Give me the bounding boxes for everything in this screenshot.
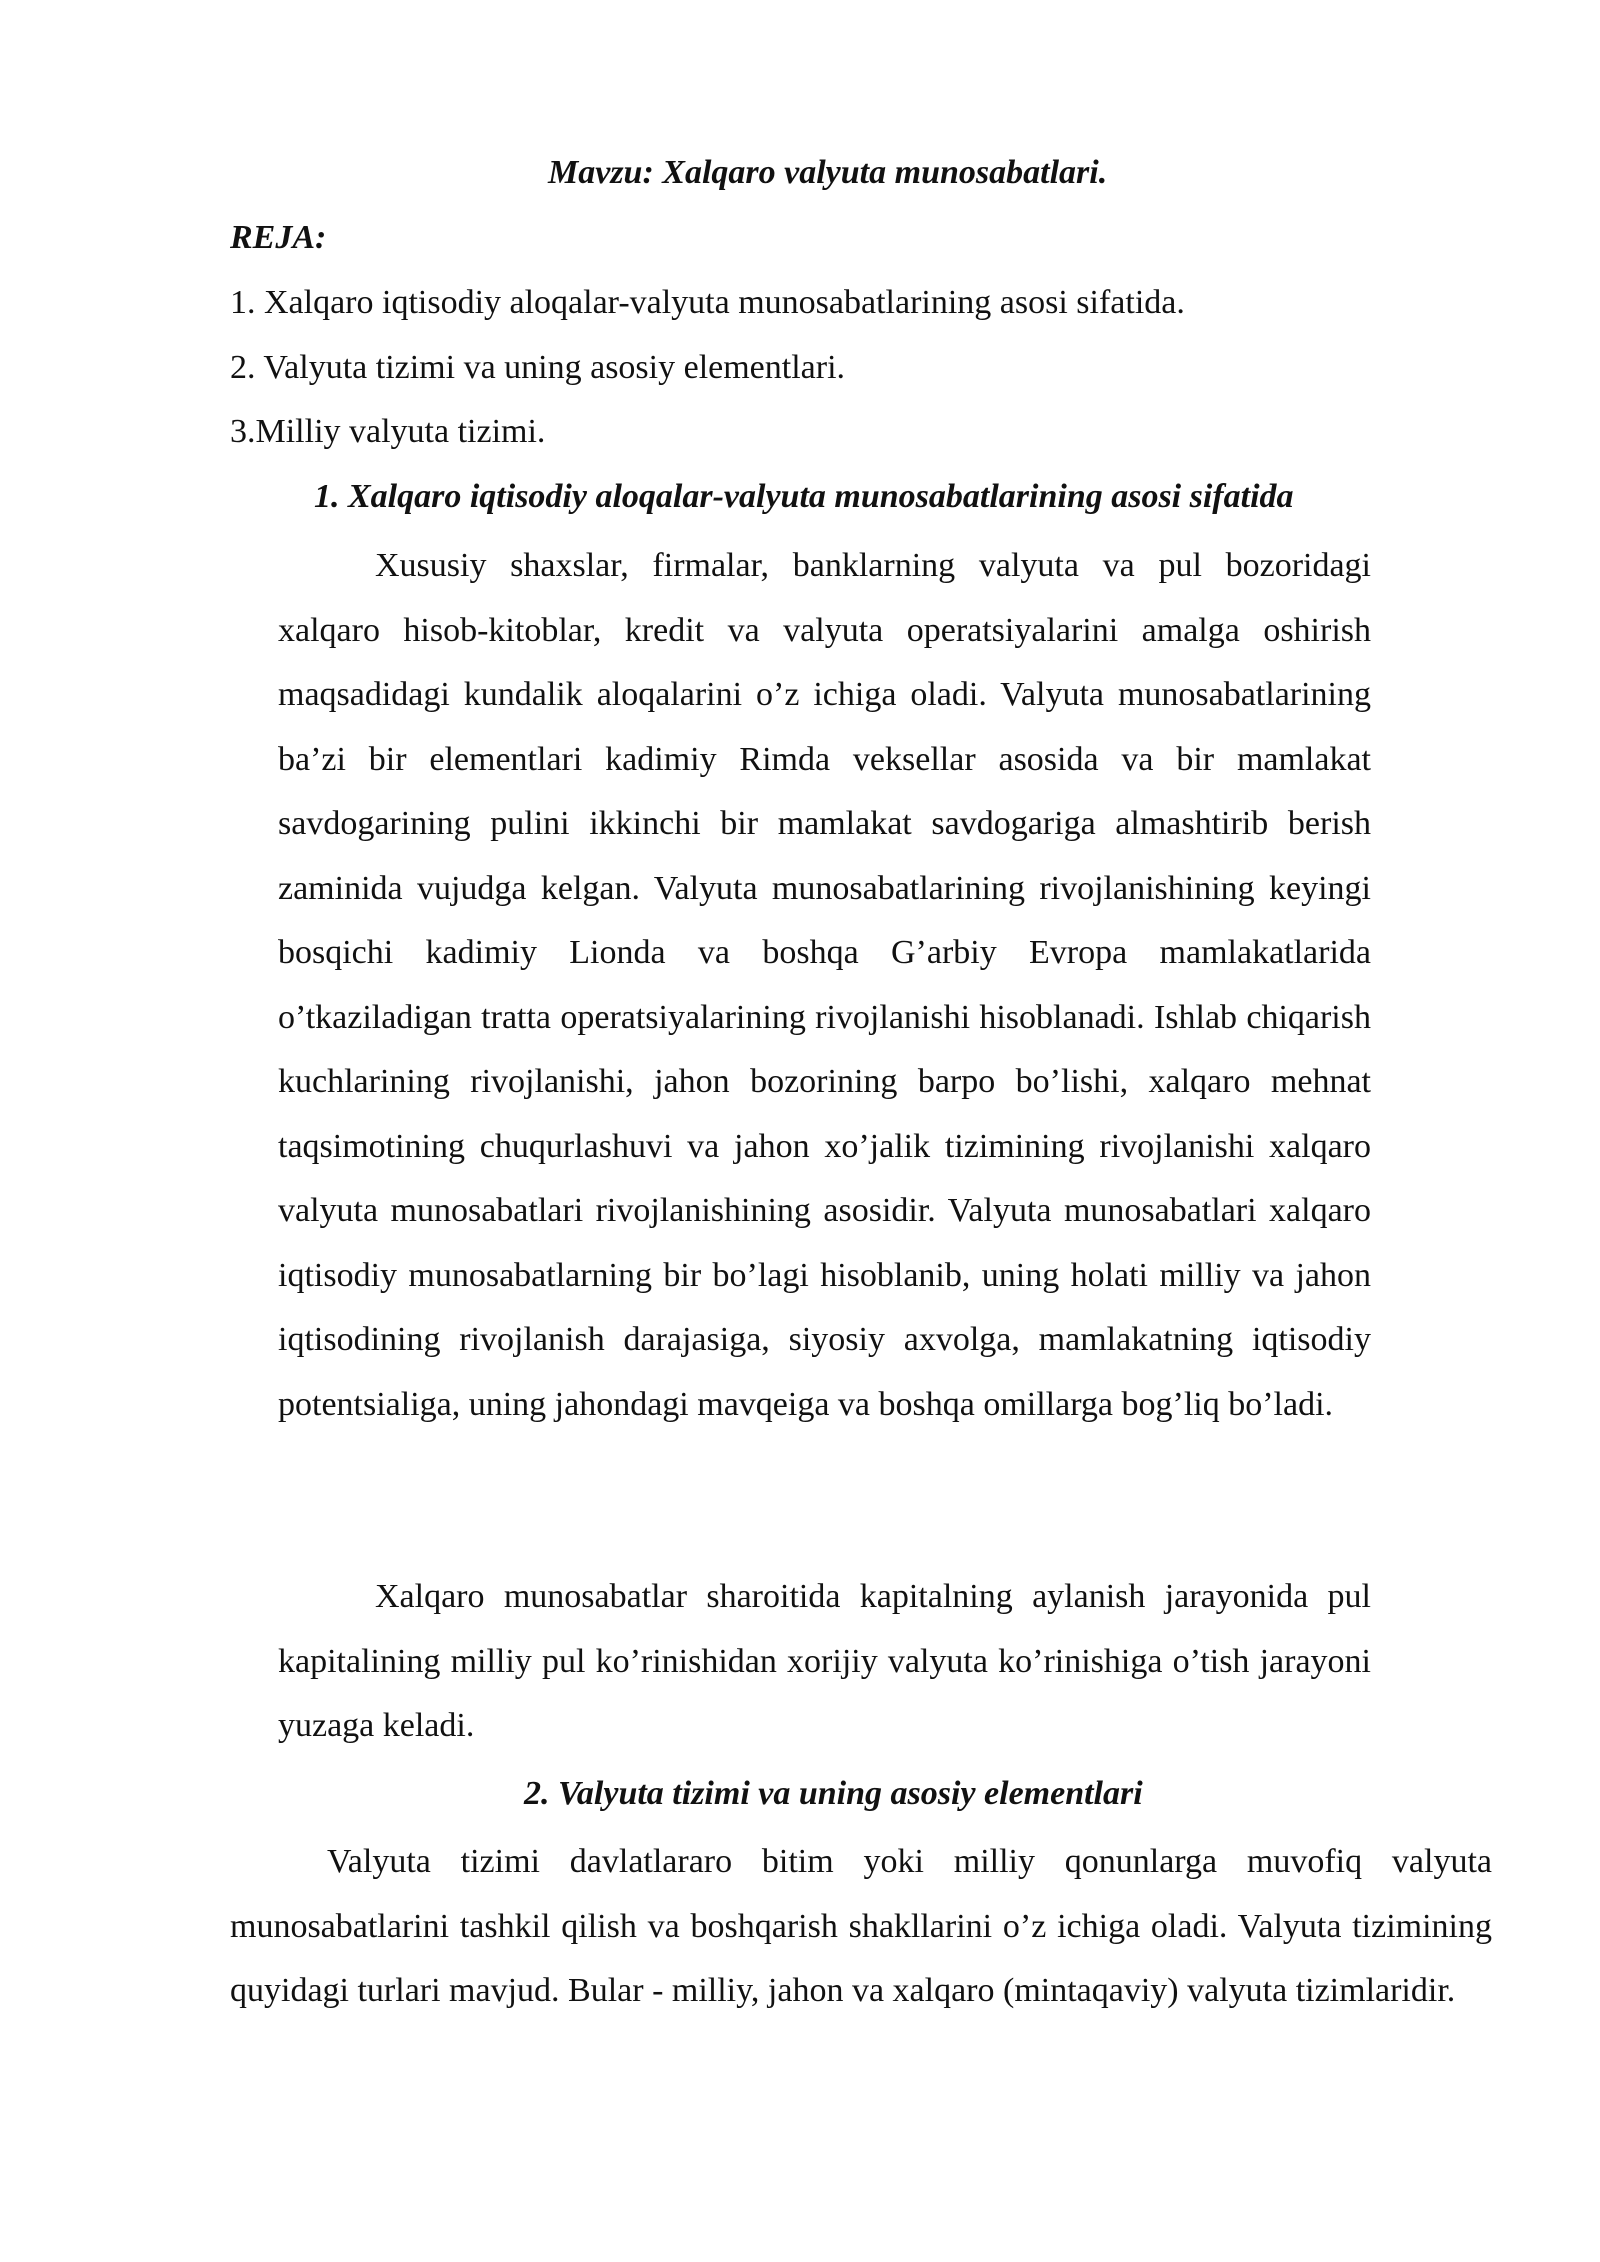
plan-label: REJA: (230, 219, 327, 256)
plan-item: 1. Xalqaro iqtisodiy aloqalar-valyuta munosabatlarining asosi sifatida. (230, 284, 1185, 321)
section2-paragraph-1: Valyuta tizimi davlatlararo bitim yoki milliy qonunlarga muvofiq valyuta munosabatlarini tashkil qilish va boshqarish shakllarini o’z ichiga oladi. Valyuta tizimining quyidagi turlari mavjud. Bular - milliy, jahon va xalqaro (mintaqaviy) valyuta tizimlaridir. (230, 1843, 1492, 2009)
section1-paragraph-1: Xususiy shaxslar, firmalar, banklarning valyuta va pul bozoridagi xalqaro hisob-kitoblar, kredit va valyuta operatsiyalarini amalga oshirish maqsadidagi kundalik aloqalarini o’z ichiga oladi. Valyuta munosabatlarining ba’zi bir elementlari kadimiy Rimda veksellar asosida va bir mamlakat savdogarining pulini ikkinchi bir mamlakat savdogariga almashtirib berish zaminida vujudga kelgan. Valyuta munosabatlarining rivojlanishining keyingi bosqichi kadimiy Lionda va boshqa G’arbiy Evropa mamlakatlarida o’tkaziladigan tratta operatsiyalarining rivojlanishi hisoblanadi. Ishlab chiqarish kuchlarining rivojlanishi, jahon bozorining barpo bo’lishi, xalqaro mehnat taqsimotining chuqurlashuvi va jahon xo’jalik tizimining rivojlanishi xalqaro valyuta munosabatlari rivojlanishining asosidir. Valyuta munosabatlari xalqaro iqtisodiy munosabatlarning bir bo’lagi hisoblanib, uning holati milliy va jahon iqtisodining rivojlanish darajasiga, siyosiy axvolga, mamlakatning iqtisodiy potentsialiga, uning jahondagi mavqeiga va boshqa omillarga bog’liq bo’ladi. (278, 547, 1371, 1423)
document-title: Mavzu: Xalqaro valyuta munosabatlari. (548, 154, 1108, 191)
section-heading: 2. Valyuta tizimi va uning asosiy elementlari (524, 1775, 1143, 1812)
plan-item: 3.Milliy valyuta tizimi. (230, 413, 546, 450)
section-heading: 1. Xalqaro iqtisodiy aloqalar-valyuta munosabatlarining asosi sifatida (314, 478, 1294, 515)
plan-item: 2. Valyuta tizimi va uning asosiy elementlari. (230, 349, 846, 386)
section1-paragraph-2: Xalqaro munosabatlar sharoitida kapitalning aylanish jarayonida pul kapitalining milliy pul ko’rinishidan xorijiy valyuta ko’rinishiga o’tish jarayoni yuzaga keladi. (278, 1578, 1371, 1744)
